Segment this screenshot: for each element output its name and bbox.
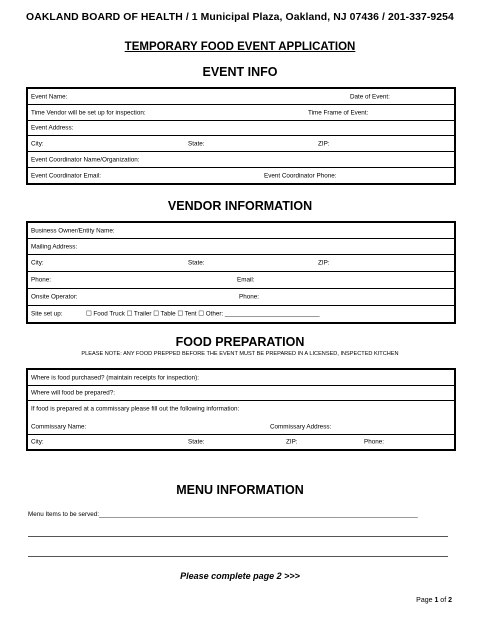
coordinator-email-label: Event Coordinator Email: <box>31 172 101 179</box>
event-address-label: Event Address: <box>31 124 74 132</box>
where-purchased-row[interactable] <box>28 370 454 386</box>
mailing-address-row[interactable] <box>28 239 454 255</box>
phone-label: Phone: <box>364 438 384 446</box>
coordinator-contact-row[interactable] <box>28 168 454 183</box>
form-title: TEMPORARY FOOD EVENT APPLICATION <box>124 41 356 53</box>
commissary-row[interactable] <box>28 401 454 435</box>
food-prep-note: PLEASE NOTE: ANY FOOD PREPPED BEFORE THE EVENT MUST BE PREPARED IN A LICENSED, INSPECTED KITCHEN <box>81 351 399 357</box>
event-info-section <box>26 87 456 185</box>
zip-label: ZIP: <box>318 140 330 147</box>
onsite-operator-label: Onsite Operator: <box>31 293 78 301</box>
state-label: State: <box>188 259 205 267</box>
city-label: City: <box>31 438 44 446</box>
event-city-row[interactable] <box>28 136 454 152</box>
page-of: of <box>438 597 449 604</box>
phone-label: Phone: <box>31 276 51 284</box>
page-number <box>416 597 452 604</box>
vendor-phone-row[interactable] <box>28 272 454 289</box>
email-label: Email: <box>237 276 255 284</box>
date-of-event-label: Date of Event: <box>350 93 390 100</box>
coordinator-name-label: Event Coordinator Name/Organization: <box>31 156 140 163</box>
site-setup-row[interactable] <box>28 306 454 322</box>
mailing-address-label: Mailing Address: <box>31 243 78 250</box>
site-setup-options[interactable]: ☐ Food Truck ☐ Trailer ☐ Table ☐ Tent ☐ Other: ___________________________ <box>86 310 320 318</box>
zip-label: ZIP: <box>286 438 298 446</box>
commissary-note: If food is prepared at a commissary please fill out the following information: <box>31 405 240 413</box>
onsite-operator-row[interactable] <box>28 289 454 306</box>
page-current: 1 <box>434 597 439 604</box>
time-setup-row[interactable] <box>28 105 454 121</box>
coordinator-phone-label: Event Coordinator Phone: <box>264 172 337 179</box>
menu-line-2[interactable] <box>28 536 448 537</box>
business-owner-row[interactable] <box>28 223 454 239</box>
commissary-address-label: Commissary Address: <box>270 423 332 431</box>
time-setup-label: Time Vendor will be set up for inspection: <box>31 109 146 116</box>
business-owner-label: Business Owner/Entity Name: <box>31 227 115 234</box>
food-prep-section <box>26 368 456 451</box>
state-label: State: <box>188 140 205 147</box>
page-total: 2 <box>448 597 452 604</box>
menu-info-heading: MENU INFORMATION <box>176 483 304 497</box>
continue-note: Please complete page 2 >>> <box>180 571 300 581</box>
where-prepared-label: Where will food be prepared?: <box>31 389 116 397</box>
where-purchased-label: Where is food purchased? (maintain receipts for inspection): <box>31 374 199 381</box>
commissary-name-label: Commissary Name: <box>31 423 87 431</box>
letterhead: OAKLAND BOARD OF HEALTH / 1 Municipal Plaza, Oakland, NJ 07436 / 201-337-9254 <box>26 12 454 23</box>
city-label: City: <box>31 140 44 147</box>
food-prep-heading: FOOD PREPARATION <box>175 335 305 349</box>
coordinator-name-row[interactable] <box>28 152 454 168</box>
page-prefix: Page <box>416 597 435 604</box>
vendor-city-row[interactable] <box>28 255 454 272</box>
zip-label: ZIP: <box>318 259 330 267</box>
event-address-row[interactable] <box>28 121 454 136</box>
event-name-row[interactable] <box>28 89 454 105</box>
onsite-phone-label: Phone: <box>239 293 259 301</box>
commissary-city-row[interactable] <box>28 435 454 449</box>
menu-line-3[interactable] <box>28 556 448 557</box>
time-frame-label: Time Frame of Event: <box>308 109 369 116</box>
vendor-info-section <box>26 221 456 324</box>
site-setup-label: Site set up: <box>31 310 63 318</box>
event-name-label: Event Name: <box>31 93 68 100</box>
vendor-info-heading: VENDOR INFORMATION <box>167 199 313 213</box>
event-info-heading: EVENT INFO <box>202 65 278 79</box>
city-label: City: <box>31 259 44 267</box>
where-prepared-row[interactable] <box>28 386 454 401</box>
state-label: State: <box>188 438 205 446</box>
menu-items-field[interactable]: Menu Items to be served:___________________________________________________________________________________________ <box>28 511 418 518</box>
